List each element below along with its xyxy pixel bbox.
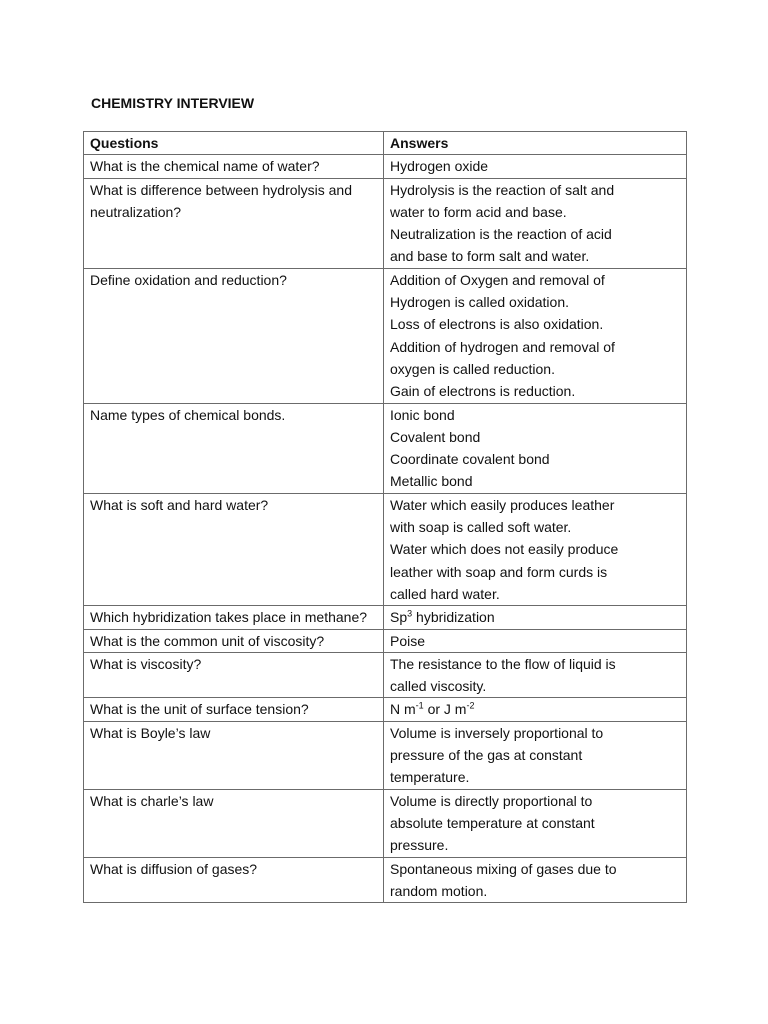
superscript: 3 <box>407 608 413 619</box>
answer-line: with soap is called soft water. <box>390 519 572 536</box>
table-row <box>84 403 687 493</box>
question-cell: What is the chemical name of water? <box>84 155 384 178</box>
table-row <box>84 652 687 698</box>
table-row <box>84 155 687 178</box>
answer-text-n: N m <box>390 701 416 718</box>
answer-line: Ionic bond <box>390 406 455 423</box>
answer-line: Volume is inversely proportional to <box>390 724 604 741</box>
answer-line: Volume is directly proportional to <box>390 792 593 809</box>
answer-line: Coordinate covalent bond <box>390 451 550 468</box>
answer-line <box>390 698 680 720</box>
answer-line: temperature. <box>390 769 470 786</box>
answer-line: called hard water. <box>390 585 500 602</box>
answer-line: Loss of electrons is also oxidation. <box>390 316 604 333</box>
superscript: -1 <box>415 700 424 711</box>
table-row <box>84 493 687 605</box>
question-cell: Which hybridization takes place in methane? <box>84 606 384 629</box>
header-answers: Answers <box>384 132 687 155</box>
superscript: -2 <box>466 700 475 711</box>
answer-line: oxygen is called reduction. <box>390 360 555 377</box>
table-row <box>84 857 687 903</box>
answer-cell <box>384 857 687 903</box>
table-header-row <box>84 132 687 155</box>
answer-line: and base to form salt and water. <box>390 248 590 265</box>
table-row <box>84 268 687 403</box>
table-row <box>84 178 687 268</box>
answer-text-or: or J m <box>423 701 467 718</box>
question-cell: What is difference between hydrolysis and neutralization? <box>84 178 384 268</box>
answer-line: Metallic bond <box>390 473 473 490</box>
table-row <box>84 606 687 629</box>
header-questions: Questions <box>84 132 384 155</box>
answer-cell <box>384 178 687 268</box>
document-title: CHEMISTRY INTERVIEW <box>91 95 255 111</box>
answer-cell <box>384 721 687 789</box>
answer-line: The resistance to the flow of liquid is <box>390 655 616 672</box>
question-cell: What is charle’s law <box>84 789 384 857</box>
answer-cell <box>384 268 687 403</box>
table-row <box>84 721 687 789</box>
answer-line: Hydrogen oxide <box>390 158 489 175</box>
answer-cell <box>384 698 687 721</box>
table-row <box>84 629 687 652</box>
question-cell: What is Boyle’s law <box>84 721 384 789</box>
answer-line: called viscosity. <box>390 678 487 695</box>
table-row <box>84 789 687 857</box>
qa-table <box>83 131 687 903</box>
answer-line: Hydrolysis is the reaction of salt and <box>390 181 615 198</box>
answer-line: Hydrogen is called oxidation. <box>390 294 569 311</box>
answer-cell <box>384 652 687 698</box>
answer-line: Addition of Oxygen and removal of <box>390 271 605 288</box>
answer-cell <box>384 403 687 493</box>
table-row <box>84 698 687 721</box>
answer-cell <box>384 629 687 652</box>
answer-line: Water which easily produces leather <box>390 496 615 513</box>
answer-text-rest: hybridization <box>412 609 495 626</box>
answer-line: pressure. <box>390 837 449 854</box>
answer-line <box>390 606 680 628</box>
question-cell: What is diffusion of gases? <box>84 857 384 903</box>
question-cell: Name types of chemical bonds. <box>84 403 384 493</box>
question-cell: What is the unit of surface tension? <box>84 698 384 721</box>
answer-line: random motion. <box>390 882 488 899</box>
answer-line: water to form acid and base. <box>390 203 567 220</box>
question-cell: What is soft and hard water? <box>84 493 384 605</box>
question-cell: Define oxidation and reduction? <box>84 268 384 403</box>
answer-cell <box>384 789 687 857</box>
answer-text-base: Sp <box>390 609 408 626</box>
question-cell: What is the common unit of viscosity? <box>84 629 384 652</box>
answer-line: Neutralization is the reaction of acid <box>390 226 612 243</box>
answer-line: Water which does not easily produce <box>390 541 619 558</box>
answer-line: Poise <box>390 632 426 649</box>
question-cell: What is viscosity? <box>84 652 384 698</box>
answer-line: Gain of electrons is reduction. <box>390 383 576 400</box>
answer-line: Spontaneous mixing of gases due to <box>390 860 617 877</box>
answer-cell <box>384 606 687 629</box>
answer-line: absolute temperature at constant <box>390 814 595 831</box>
answer-line: Addition of hydrogen and removal of <box>390 338 615 355</box>
answer-line: Covalent bond <box>390 428 481 445</box>
answer-cell <box>384 155 687 178</box>
answer-line: leather with soap and form curds is <box>390 563 608 580</box>
answer-cell <box>384 493 687 605</box>
answer-line: pressure of the gas at constant <box>390 747 583 764</box>
